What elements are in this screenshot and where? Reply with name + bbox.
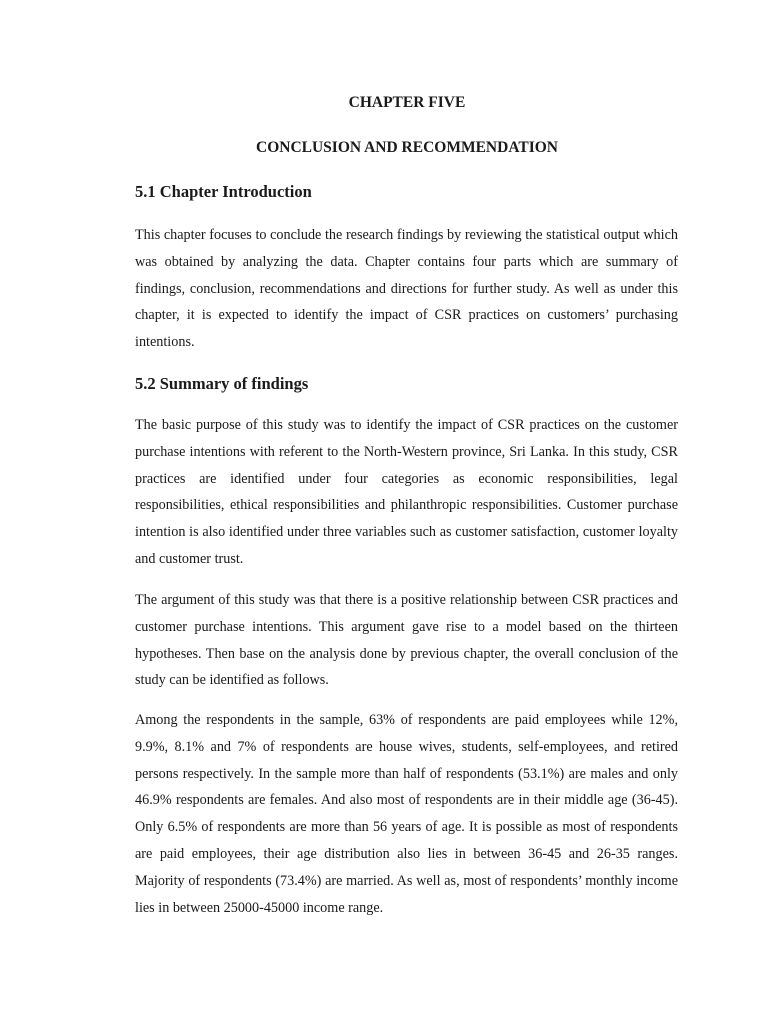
paragraph-respondent-profile: Among the respondents in the sample, 63% of respondents are paid employees while 12%, 9.9%, 8.1% and 7% of respondents are house wives, students, self-employees, and retired persons respectively. In the sample more than half of respondents (53.1%) are males and only 46.9% respondents are females. And also most of respondents are in their middle age (36-45). Only 6.5% of respondents are more than 56 years of age. It is possible as most of respondents are paid employees, their age distribution also lies in between 36-45 and 26-35 ranges. Majority of respondents (73.4%) are married. As well as, most of respondents’ monthly income lies in between 25000-45000 income range. <box>135 712 678 916</box>
paragraph-introduction: This chapter focuses to conclude the research findings by reviewing the statistical output which was obtained by analyzing the data. Chapter contains four parts which are summary of findings, conclusion, recommendations and directions for further study. As well as under this chapter, it is expected to identify the impact of CSR practices on customers’ purchasing intentions. <box>135 227 678 351</box>
section-heading-summary-of-findings: 5.2 Summary of findings <box>135 374 309 393</box>
paragraph-study-purpose: The basic purpose of this study was to identify the impact of CSR practices on the customer purchase intentions with referent to the North-Western province, Sri Lanka. In this study, CSR practices are identified under four categories as economic responsibilities, legal responsibilities, ethical responsibilities and philanthropic responsibilities. Customer purchase intention is also identified under three variables such as customer satisfaction, customer loyalty and customer trust. <box>135 417 678 567</box>
chapter-title: CONCLUSION AND RECOMMENDATION <box>256 139 558 156</box>
paragraph-study-argument: The argument of this study was that there is a positive relationship between CSR practices and customer purchase intentions. This argument gave rise to a model based on the thirteen hypotheses. Then base on the analysis done by previous chapter, the overall conclusion of the study can be identified as follows. <box>135 592 678 689</box>
chapter-number: CHAPTER FIVE <box>348 94 466 111</box>
section-heading-introduction: 5.1 Chapter Introduction <box>135 182 312 201</box>
